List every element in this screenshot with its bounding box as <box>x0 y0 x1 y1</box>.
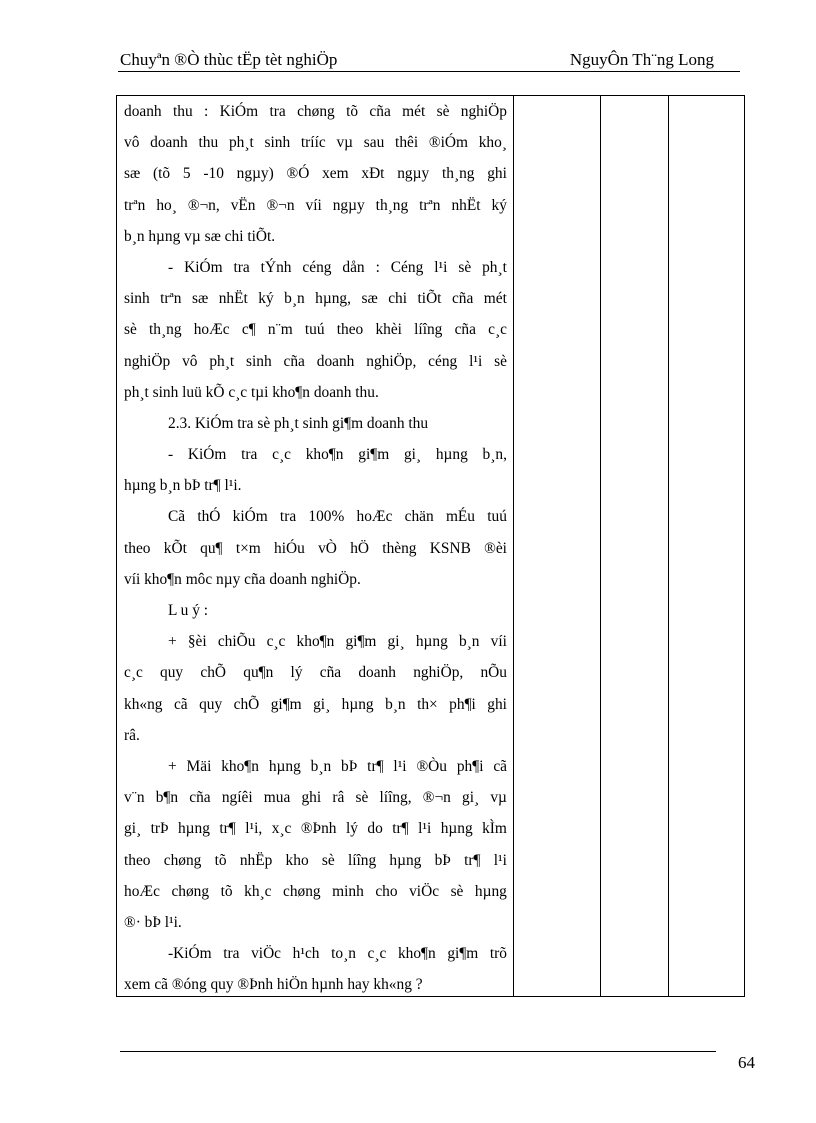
word: gi¸ <box>124 820 142 838</box>
word: b¸n <box>385 695 406 713</box>
word: Cã <box>168 508 186 526</box>
word: v¨n <box>124 789 145 807</box>
word: minh <box>332 882 364 900</box>
word: ghi <box>301 789 322 807</box>
word: qu¶n <box>243 664 274 682</box>
word: sæ <box>191 290 209 308</box>
word: bÞ <box>341 757 358 775</box>
word: tra <box>223 945 240 963</box>
word: sau <box>363 134 385 152</box>
header-divider <box>118 71 740 72</box>
word: tuú <box>487 508 507 526</box>
word: tÝnh <box>260 258 292 276</box>
word: -KiÓm <box>168 945 212 963</box>
word: ®èi <box>484 539 507 557</box>
word: sinh <box>246 352 272 370</box>
word: §èi <box>187 633 207 651</box>
word: ®iÓm <box>428 134 468 152</box>
word: thèng <box>382 539 417 557</box>
word: kh«ng <box>124 695 163 713</box>
word: trííc <box>300 134 326 152</box>
word: kiÓm <box>232 508 268 526</box>
word: ph¸t <box>482 258 507 276</box>
word: hµng, <box>315 290 351 308</box>
word: c¸c <box>367 945 387 963</box>
word: gi¸ <box>387 633 405 651</box>
word: ph¸t <box>228 134 254 152</box>
word: nghiÖp, <box>413 664 464 682</box>
word: + <box>168 633 177 651</box>
word: c¸c <box>266 633 286 651</box>
word: theo <box>336 321 364 339</box>
word: lý <box>345 820 358 838</box>
text-line <box>124 314 507 345</box>
word: to¸n <box>331 945 356 963</box>
word: chøng <box>163 851 202 869</box>
text-line <box>124 127 507 158</box>
content-table <box>116 95 745 997</box>
word: l¹i <box>493 851 507 869</box>
word: xÐt <box>361 165 385 183</box>
word: vÒ <box>318 539 337 557</box>
word: ®¬n, <box>187 196 220 214</box>
word: sinh <box>264 134 291 152</box>
text-line: b¸n hµng vµ sæ chi tiÕt. <box>124 227 276 245</box>
word: céng <box>428 352 458 370</box>
word: nhËp <box>239 851 273 869</box>
word: -10 <box>203 165 224 183</box>
word: l¹i <box>469 352 483 370</box>
word: líîng <box>347 851 377 869</box>
word: chi <box>388 290 408 308</box>
word: cña <box>369 103 391 120</box>
header-title: Chuyªn ®Ò thùc tËp tèt nghiÖp <box>120 50 338 69</box>
word: doanh <box>124 103 162 120</box>
word: vô <box>182 352 198 370</box>
word: chÕ <box>233 695 260 713</box>
word: n¨m <box>267 321 293 339</box>
word: hµng <box>440 820 473 838</box>
word: th× <box>417 695 438 713</box>
word: KiÓm <box>187 446 227 464</box>
word: tr¶ <box>219 820 236 838</box>
word: trªn <box>419 196 441 214</box>
word: cho <box>375 882 398 900</box>
word: tra <box>241 446 258 464</box>
page-header <box>120 46 740 72</box>
word: viÖc <box>251 945 282 963</box>
text-line: L u ý : <box>168 602 209 619</box>
word: trªn <box>124 196 146 214</box>
column-divider <box>600 96 601 996</box>
word: chøng <box>283 882 321 900</box>
word: cña <box>319 664 342 682</box>
word: ghi <box>487 165 507 183</box>
word: vô <box>124 134 140 152</box>
word: tõ <box>220 882 233 900</box>
word: trõ <box>489 945 507 963</box>
text-line <box>124 439 507 470</box>
word: quy <box>160 664 184 682</box>
word: 100% <box>308 508 345 526</box>
text-line <box>124 782 507 813</box>
word: l¹i <box>434 258 448 276</box>
word: Mäi <box>186 757 212 775</box>
word: gi¶m <box>270 695 302 713</box>
word: kho¶n <box>221 757 259 775</box>
word: kho¶n <box>397 945 436 963</box>
word: hµng <box>268 757 301 775</box>
word: KiÓm <box>184 258 223 276</box>
word: c¶ <box>241 321 256 339</box>
word: nhËt <box>451 196 481 214</box>
word: nghiÖp <box>124 352 171 370</box>
word: dån <box>342 258 365 276</box>
word: ký <box>491 196 507 214</box>
word: kÕt <box>163 539 187 557</box>
word: + <box>168 757 177 775</box>
word: nghiÖp, <box>366 352 417 370</box>
word: doanh <box>150 134 188 152</box>
text-line <box>124 346 507 377</box>
word: b¶n <box>155 789 179 807</box>
word: ®Òu <box>416 757 447 775</box>
word: tuú <box>304 321 325 339</box>
text-line <box>124 158 507 189</box>
text-line: 2.3. KiÓm tra sè ph¸t sinh gi¶m doanh thu <box>168 414 429 432</box>
text-line <box>124 689 507 720</box>
word: (tõ <box>153 165 171 183</box>
word: ngíêi <box>221 789 253 807</box>
footer-divider <box>120 1051 716 1052</box>
word: b¸n <box>310 757 332 775</box>
text-line: víi kho¶n môc nµy cña doanh nghiÖp. <box>124 570 361 588</box>
word: quy <box>199 695 223 713</box>
text-line <box>124 96 507 127</box>
word: chän <box>404 508 434 526</box>
word: sè <box>494 352 507 370</box>
text-line <box>124 876 507 907</box>
word: tr¶ <box>392 820 409 838</box>
word: víi <box>305 196 322 214</box>
word: tra <box>279 508 297 526</box>
column-divider <box>513 96 514 996</box>
word: kh¸c <box>244 882 272 900</box>
word: tr¶ <box>367 757 384 775</box>
word: hµng <box>415 633 448 651</box>
word: ngµy <box>332 196 365 214</box>
word: kÌm <box>482 820 507 838</box>
word: vËn <box>230 196 256 214</box>
word: l¹i <box>393 757 407 775</box>
word: chÕ <box>200 664 227 682</box>
word: trªn <box>160 290 182 308</box>
text-line <box>124 190 507 221</box>
word: lý <box>290 664 303 682</box>
word: chiÕu <box>217 633 256 651</box>
word: : <box>375 258 380 276</box>
text-line <box>124 751 507 782</box>
word: khèi <box>375 321 402 339</box>
text-line <box>124 938 507 969</box>
word: sè <box>436 103 450 120</box>
word: - <box>168 258 174 276</box>
word: sæ <box>361 290 378 308</box>
text-line: ph¸t sinh luü kÕ c¸c tµi kho¶n doanh thu. <box>124 383 379 401</box>
word: sè <box>124 321 137 339</box>
word: víi <box>490 633 507 651</box>
word: chøng <box>297 103 335 120</box>
word: nghiÖp <box>460 103 507 120</box>
word: - <box>168 446 174 464</box>
text-line <box>124 626 507 657</box>
word: ph¶i <box>449 695 476 713</box>
text-line <box>124 657 507 688</box>
word: mét <box>483 290 507 308</box>
word: kho¶n <box>296 633 335 651</box>
word: hµng <box>435 446 468 464</box>
word: ®¬n <box>266 196 295 214</box>
word: doanh <box>316 352 355 370</box>
word: hoÆc <box>124 882 160 900</box>
text-line: ®· bÞ l¹i. <box>124 913 182 931</box>
word: sè <box>450 882 464 900</box>
word: qu¶ <box>200 539 223 557</box>
word: ghi <box>487 695 507 713</box>
word: c¸c <box>124 664 143 682</box>
word: do <box>367 820 383 838</box>
word: b¸n, <box>482 446 507 464</box>
word: ngµy <box>397 165 430 183</box>
word: b¸n <box>284 290 305 308</box>
word: nÕu <box>480 664 507 682</box>
column-divider <box>668 96 669 996</box>
word: trÞ <box>150 820 169 838</box>
word: thÓ <box>197 508 221 526</box>
word: cña <box>283 352 305 370</box>
word: céng <box>302 258 332 276</box>
word: th¸ng <box>375 196 409 214</box>
word: mét <box>402 103 426 120</box>
word: l¹i <box>418 820 432 838</box>
word: xem <box>322 165 349 183</box>
word: Céng <box>390 258 424 276</box>
word: hoÆc <box>193 321 230 339</box>
word: tr¶ <box>464 851 481 869</box>
page-number: 64 <box>738 1053 755 1072</box>
word: râ <box>332 789 345 807</box>
word: ph¶i <box>456 757 484 775</box>
word: vµ <box>490 789 507 807</box>
word: sæ <box>124 165 141 183</box>
word: thu <box>198 134 219 152</box>
word: bÞ <box>434 851 451 869</box>
header-author: NguyÔn Th¨ng Long <box>569 50 714 69</box>
word: ph¸t <box>209 352 235 370</box>
word: tõ <box>214 851 227 869</box>
word: cã <box>173 695 188 713</box>
word: doanh <box>358 664 396 682</box>
word: t×m <box>235 539 261 557</box>
word: cña <box>189 789 211 807</box>
text-column <box>124 96 507 1000</box>
word: h¹ch <box>292 945 320 963</box>
word: hÖ <box>350 539 370 557</box>
word: chøng <box>171 882 210 900</box>
word: mÉu <box>445 508 476 526</box>
word: vµ <box>336 134 354 152</box>
word: gi¸ <box>462 789 480 807</box>
text-line: râ. <box>124 726 140 744</box>
word: líîng <box>414 321 443 339</box>
word: l¹i, <box>245 820 263 838</box>
word: ngµy) <box>236 165 274 183</box>
word: kho¶n <box>305 446 344 464</box>
text-line: xem cã ®óng quy ®Þnh hiÖn hµnh hay kh«ng ? <box>124 976 423 994</box>
word: hµng <box>389 851 422 869</box>
word: c¸c <box>488 321 507 339</box>
word: viÖc <box>409 882 440 900</box>
text-line <box>124 252 507 283</box>
word: gi¶m <box>345 633 377 651</box>
word: ®¬n <box>422 789 451 807</box>
word: nhËt <box>218 290 248 308</box>
word: mua <box>263 789 291 807</box>
word: ho¸ <box>156 196 177 214</box>
word: tra <box>269 103 286 120</box>
word: hoÆc <box>356 508 393 526</box>
word: tõ <box>346 103 359 120</box>
word: x¸c <box>271 820 292 838</box>
word: ký <box>258 290 274 308</box>
text-line <box>124 501 507 532</box>
word: sè <box>458 258 472 276</box>
word: th¸ng <box>149 321 182 339</box>
word: thu <box>172 103 193 120</box>
text-line <box>124 283 507 314</box>
word: cña <box>451 290 474 308</box>
word: cña <box>454 321 476 339</box>
word: sinh <box>124 290 150 308</box>
word: KSNB <box>429 539 471 557</box>
text-line: hµng b¸n bÞ tr¶ l¹i. <box>124 477 242 495</box>
word: th¸ng <box>441 165 475 183</box>
word: tiÕt <box>417 290 442 308</box>
word: gi¸ <box>313 695 331 713</box>
word: líîng, <box>379 789 412 807</box>
word: theo <box>124 539 151 557</box>
text-line <box>124 533 507 564</box>
word: theo <box>124 851 151 869</box>
text-line <box>124 813 507 844</box>
word: kho¸ <box>478 134 507 152</box>
word: 5 <box>182 165 191 183</box>
word: thêi <box>395 134 419 152</box>
word: gi¶m <box>447 945 479 963</box>
word: cã <box>493 757 507 775</box>
word: c¸c <box>272 446 291 464</box>
word: hµng <box>177 820 210 838</box>
word: hµng <box>341 695 374 713</box>
word: ®Ó <box>286 165 310 183</box>
word: sè <box>321 851 335 869</box>
word: hiÓu <box>274 539 305 557</box>
word: tra <box>233 258 250 276</box>
word: ®Þnh <box>300 820 337 838</box>
word: : <box>204 103 209 120</box>
word: sè <box>355 789 369 807</box>
word: b¸n <box>458 633 480 651</box>
text-line <box>124 845 507 876</box>
word: kho <box>285 851 309 869</box>
word: gi¶m <box>358 446 390 464</box>
word: hµng <box>474 882 507 900</box>
word: KiÓm <box>219 103 259 120</box>
word: gi¸ <box>403 446 422 464</box>
